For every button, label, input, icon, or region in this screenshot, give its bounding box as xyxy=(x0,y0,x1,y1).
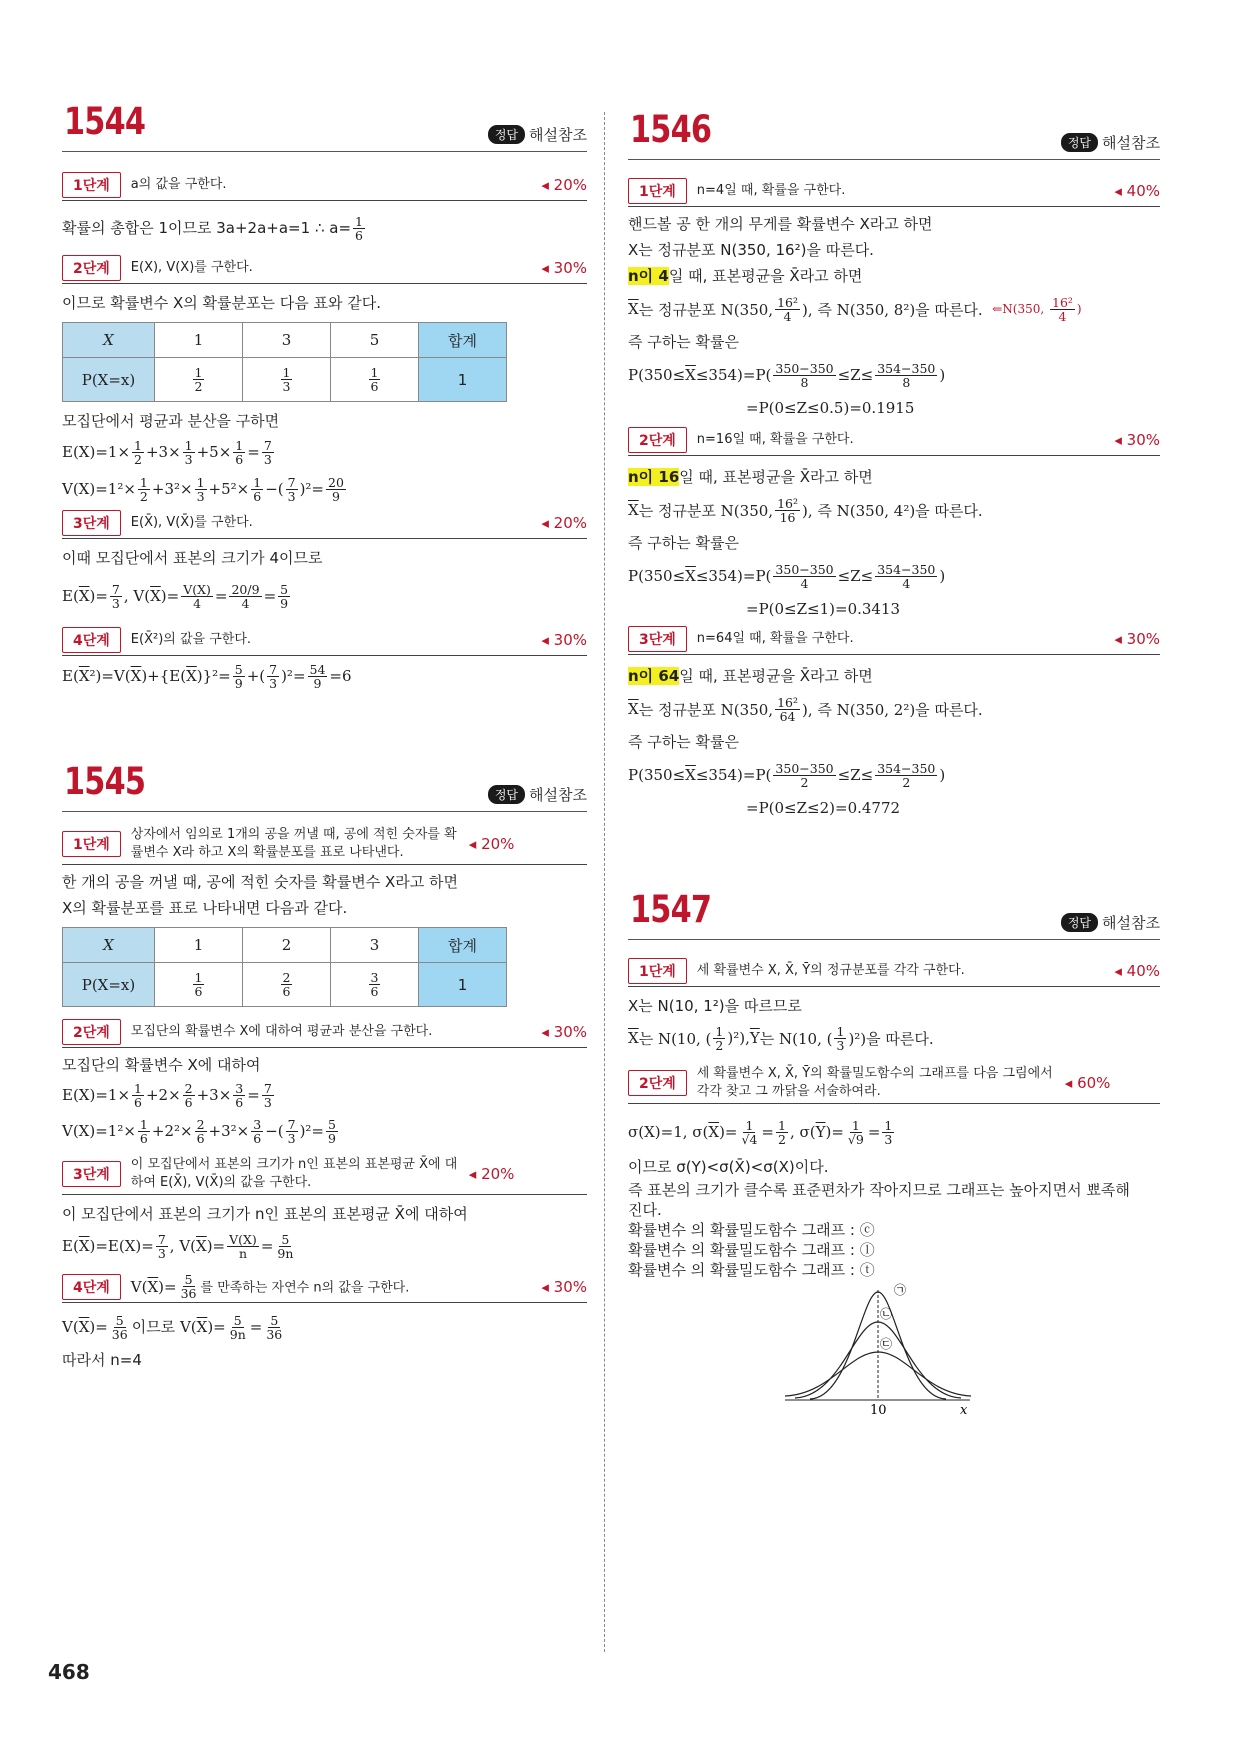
step-badge: 3단계 xyxy=(628,626,687,652)
solution-line: X는 N(10, 1²)을 따르므로 xyxy=(628,997,802,1015)
step-badge: 1단계 xyxy=(62,172,121,198)
table-cell: $\frac{1}{6}$ xyxy=(155,963,243,1007)
solution-text: 이므로 xyxy=(131,1318,176,1336)
curve-label-3: ㉢ xyxy=(880,1337,893,1351)
step-percent: ◂ 30% xyxy=(1114,630,1160,648)
table-cell: $\frac{1}{3}$ xyxy=(243,358,331,402)
solution-line: 진다. xyxy=(628,1201,662,1219)
problem-1547 xyxy=(628,888,1160,1417)
answer-badge: 정답 xyxy=(1061,133,1098,152)
step-percent: ◂ 30% xyxy=(541,1023,587,1041)
step-badge: 3단계 xyxy=(62,510,121,536)
answer-label xyxy=(488,124,587,145)
math-line: =P(0≤Z≤0.5)=0.1915 xyxy=(746,399,915,417)
answer-badge: 정답 xyxy=(488,125,525,144)
axis-label: x xyxy=(960,1403,968,1417)
problem-number: 1546 xyxy=(630,108,712,151)
step-badge: 2단계 xyxy=(62,1019,121,1045)
solution-line: 이 모집단에서 표본의 크기가 n인 표본의 표본평균 X̄에 대하여 xyxy=(62,1205,468,1223)
step-2 xyxy=(62,1019,587,1048)
table-cell: X xyxy=(63,323,155,358)
step-badge: 1단계 xyxy=(628,178,687,204)
step-text xyxy=(131,1273,534,1300)
solution-line xyxy=(628,663,1160,689)
solution-text: 일 때, 표본평균을 X̄라고 하면 xyxy=(668,267,863,285)
step-1 xyxy=(62,172,587,201)
table-cell: 합계 xyxy=(419,323,507,358)
step-percent: ◂ 30% xyxy=(541,1277,587,1296)
table-cell: $\frac{2}{6}$ xyxy=(243,963,331,1007)
math-line: P(350≤ $\overline{X}$ ≤354)=P( 350−350 2 ≤Z≤ 354−350 2 ) xyxy=(628,760,946,790)
solution-line xyxy=(628,263,1160,289)
solution-text: 일 때, 표본평균을 X̄라고 하면 xyxy=(679,468,873,486)
answer-label xyxy=(488,784,587,805)
step-text: E(X̄), V(X̄)를 구한다. xyxy=(130,515,253,530)
step-percent: ◂ 40% xyxy=(1114,962,1160,980)
step-badge: 4단계 xyxy=(62,627,121,653)
solution-line: 모집단에서 평균과 분산을 구하면 xyxy=(62,412,280,430)
table-cell: 1 xyxy=(155,323,243,358)
step-percent: ◂ 20% xyxy=(541,176,587,194)
solution-line: 즉 표본의 크기가 클수록 표준편차가 작아지므로 그래프는 높아지면서 뾰족해 xyxy=(628,1181,1130,1199)
solution-line: X는 정규분포 N(350, 16²)을 따른다. xyxy=(628,241,874,259)
solution-line: 이므로 확률변수 X의 확률분포는 다음 표와 같다. xyxy=(62,294,381,312)
solution-line: 한 개의 공을 꺼낼 때, 공에 적힌 숫자를 확률변수 X라고 하면 xyxy=(62,873,458,891)
table-cell: $\frac{3}{6}$ xyxy=(331,963,419,1007)
step-text: n=4일 때, 확률을 구한다. xyxy=(696,183,846,198)
solution-line: 따라서 n=4 xyxy=(62,1351,142,1369)
answer-label xyxy=(1061,912,1160,933)
solution-text: 일 때, 표본평균을 X̄라고 하면 xyxy=(679,667,873,685)
step-badge: 1단계 xyxy=(628,958,687,984)
math-line: E(X)=1× 1 6 +2× 2 6 +3× 3 6 = 7 3 xyxy=(62,1080,272,1110)
math-line: E(X)=1× 1 2 +3× 1 3 +5× 1 6 = 7 3 xyxy=(62,437,272,467)
table-cell: 1 xyxy=(419,358,507,402)
solution-line: 즉 구하는 확률은 xyxy=(628,534,739,552)
step-percent: ◂ 20% xyxy=(468,835,515,853)
step-4 xyxy=(62,627,587,656)
solution-line: X의 확률분포를 표로 나타내면 다음과 같다. xyxy=(62,899,348,917)
table-cell: X xyxy=(63,928,155,963)
answer-badge: 정답 xyxy=(1061,913,1098,932)
step-percent: ◂ 20% xyxy=(468,1165,515,1183)
table-cell: P(X=x) xyxy=(63,963,155,1007)
solution-line: 이때 모집단에서 표본의 크기가 4이므로 xyxy=(62,549,323,567)
curve-label-2: ㉡ xyxy=(880,1307,893,1321)
step-percent: ◂ 30% xyxy=(541,631,587,649)
step-text: a의 값을 구한다. xyxy=(130,177,227,192)
highlight: n이 64 xyxy=(628,667,680,685)
answer-text: 해설참조 xyxy=(1102,134,1160,152)
math-line: E( $\overline{X}$ )=E(X)= 7 3 , V( $\overline{X}$ )= V(X) n = 5 9n xyxy=(62,1231,294,1261)
step-percent: ◂ 20% xyxy=(541,514,587,532)
step-2 xyxy=(628,1065,1160,1104)
highlight: n이 4 xyxy=(628,267,669,285)
fraction: $\frac{1}{6}$ xyxy=(355,213,363,243)
math-line: =P(0≤Z≤1)=0.3413 xyxy=(746,600,901,618)
problem-number: 1547 xyxy=(630,888,712,931)
math-line: σ(X)=1, σ( $\overline{X}$ )= 1 √4 = 1 2 , σ( $\overline{Y}$ )= 1 √9 = 1 3 xyxy=(628,1117,893,1147)
problem-1545 xyxy=(62,760,587,1373)
math-line: V( $\overline{X}$ )= 5 36 이므로 V( $\overline{X}$ )= 5 9n = 5 36 xyxy=(62,1312,283,1342)
solution-line xyxy=(628,464,1160,490)
table-cell: 합계 xyxy=(419,928,507,963)
step-badge: 4단계 xyxy=(62,1274,121,1300)
page-number: 468 xyxy=(48,1660,90,1684)
normal-curves-figure xyxy=(780,1282,980,1417)
answer-badge: 정답 xyxy=(488,785,525,804)
table-cell: 2 xyxy=(243,928,331,963)
column-divider xyxy=(604,112,605,1652)
step-text: 세 확률변수 X, X̄, Ȳ의 확률밀도함수의 그래프를 다음 그림에서 각각 찾고 그 까닭을 서술하여라. xyxy=(696,1066,1053,1099)
step-1 xyxy=(628,958,1160,987)
math-line: $\overline{X}$ 는 정규분포 N(350, 16² 4 ), 즉 N(350, 8²)을 따른다. ⇐N(350, $\frac{\text{16²}}{4}$ ) xyxy=(628,294,1082,324)
math-line: V(X)=1²× 1 6 +2²× 2 6 +3²× 3 6 −( 7 3 )²= 5 9 xyxy=(62,1116,336,1146)
problem-header xyxy=(62,760,587,812)
step-text: E(X̄²)의 값을 구한다. xyxy=(130,632,252,647)
probability-table xyxy=(62,927,507,1007)
math-line: =P(0≤Z≤2)=0.4772 xyxy=(746,799,901,817)
math-line: E( $\overline{X}$ ²)=V( $\overline{X}$ )+{E( $\overline{X}$ )}²= 5 9 +( 7 3 )²= 54 9 =6 xyxy=(62,661,352,691)
math-line: P(350≤ $\overline{X}$ ≤354)=P( 350−350 4 ≤Z≤ 354−350 4 ) xyxy=(628,561,946,591)
math-line: V(X)=1²× 1 2 +3²× 1 3 +5²× 1 6 −( 7 3 )²= 20 9 xyxy=(62,474,344,504)
step-badge: 1단계 xyxy=(62,831,121,857)
answer-text: 해설참조 xyxy=(1102,914,1160,932)
math-line: $\overline{X}$ 는 N(10, ( 1 2 )²), $\overline{Y}$ 는 N(10, ( 1 3 )²)을 따른다. xyxy=(628,1023,934,1053)
step-text-tail: 를 만족하는 자연수 n의 값을 구한다. xyxy=(200,1280,410,1296)
table-cell: 1 xyxy=(155,928,243,963)
step-badge: 2단계 xyxy=(62,255,121,281)
problem-1546 xyxy=(628,108,1160,821)
step-2 xyxy=(62,255,587,284)
math-line: E( $\overline{X}$ )= 7 3 , V( $\overline{X}$ )= V(X) 4 = 20/9 4 = 5 9 xyxy=(62,581,289,611)
step-percent: ◂ 40% xyxy=(1114,182,1160,200)
step-4 xyxy=(62,1273,587,1303)
step-2 xyxy=(628,427,1160,456)
table-cell: 3 xyxy=(243,323,331,358)
problem-number: 1544 xyxy=(64,100,146,143)
answer-text: 해설참조 xyxy=(529,786,587,804)
table-cell: 1 xyxy=(419,963,507,1007)
step-percent: ◂ 60% xyxy=(1064,1074,1111,1092)
table-cell: $\frac{1}{2}$ xyxy=(155,358,243,402)
table-cell: 3 xyxy=(331,928,419,963)
side-note: ⇐N(350, $\frac{\text{16²}}{4}$ ) xyxy=(992,294,1082,324)
step-3 xyxy=(62,1156,587,1195)
math-line: P(350≤ $\overline{X}$ ≤354)=P( 350−350 8 ≤Z≤ 354−350 8 ) xyxy=(628,360,946,390)
step-text: n=64일 때, 확률을 구한다. xyxy=(696,631,854,646)
solution-line: 핸드볼 공 한 개의 무게를 확률변수 X라고 하면 xyxy=(628,215,933,233)
step-text: n=16일 때, 확률을 구한다. xyxy=(696,432,854,447)
solution-line: 이므로 σ(Y)<σ(X̄)<σ(X)이다. xyxy=(628,1158,829,1176)
math-line: $\overline{X}$ 는 정규분포 N(350, 16² 16 ), 즉 N(350, 4²)을 따른다. xyxy=(628,495,983,525)
problem-header xyxy=(628,108,1160,160)
highlight: n이 16 xyxy=(628,468,680,486)
problem-number: 1545 xyxy=(64,760,146,803)
step-badge: 3단계 xyxy=(62,1161,121,1187)
solution-line xyxy=(62,211,587,245)
step-1 xyxy=(628,178,1160,207)
solution-line: 확률변수 의 확률밀도함수 그래프 : ⓒ xyxy=(628,1221,875,1239)
step-math: V( $\overline{X}$ )= 5 36 xyxy=(130,1272,197,1301)
step-percent: ◂ 30% xyxy=(541,259,587,277)
solution-line: 모집단의 확률변수 X에 대하여 xyxy=(62,1056,261,1074)
problem-header xyxy=(62,100,587,152)
step-text: 모집단의 확률변수 X에 대하여 평균과 분산을 구한다. xyxy=(130,1024,433,1039)
solution-line: 확률변수 의 확률밀도함수 그래프 : ⓣ xyxy=(628,1261,875,1279)
step-text: 상자에서 임의로 1개의 공을 꺼낼 때, 공에 적힌 숫자를 확률변수 X라 하고 X의 확률분포를 표로 나타낸다. xyxy=(130,827,457,860)
solution-line: 즉 구하는 확률은 xyxy=(628,733,739,751)
problem-header xyxy=(628,888,1160,940)
step-text: E(X), V(X)를 구한다. xyxy=(130,260,253,275)
step-1 xyxy=(62,826,587,865)
step-text: 이 모집단에서 표본의 크기가 n인 표본의 표본평균 X̄에 대하여 E(X̄), V(X̄)의 값을 구한다. xyxy=(130,1157,458,1190)
step-text: 세 확률변수 X, X̄, Ȳ의 정규분포를 각각 구한다. xyxy=(696,963,965,978)
tick-label: 10 xyxy=(870,1403,887,1417)
curve-label-1: ㉠ xyxy=(894,1283,907,1297)
step-percent: ◂ 30% xyxy=(1114,431,1160,449)
step-3 xyxy=(62,510,587,539)
table-cell: $\frac{1}{6}$ xyxy=(331,358,419,402)
answer-text: 해설참조 xyxy=(529,126,587,144)
curve-X xyxy=(785,1352,971,1396)
answer-label xyxy=(1061,132,1160,153)
solution-text: 확률의 총합은 1이므로 3a+2a+a=1 ∴ a= xyxy=(62,219,352,237)
math-line: $\overline{X}$ 는 정규분포 N(350, 16² 64 ), 즉 N(350, 2²)을 따른다. xyxy=(628,694,983,724)
step-badge: 2단계 xyxy=(628,1070,687,1096)
problem-1544 xyxy=(62,100,587,696)
solution-line: 확률변수 의 확률밀도함수 그래프 : ⓛ xyxy=(628,1241,875,1259)
step-3 xyxy=(628,626,1160,655)
table-cell: P(X=x) xyxy=(63,358,155,402)
step-badge: 2단계 xyxy=(628,427,687,453)
table-cell: 5 xyxy=(331,323,419,358)
solution-line: 즉 구하는 확률은 xyxy=(628,333,739,351)
probability-table xyxy=(62,322,507,402)
